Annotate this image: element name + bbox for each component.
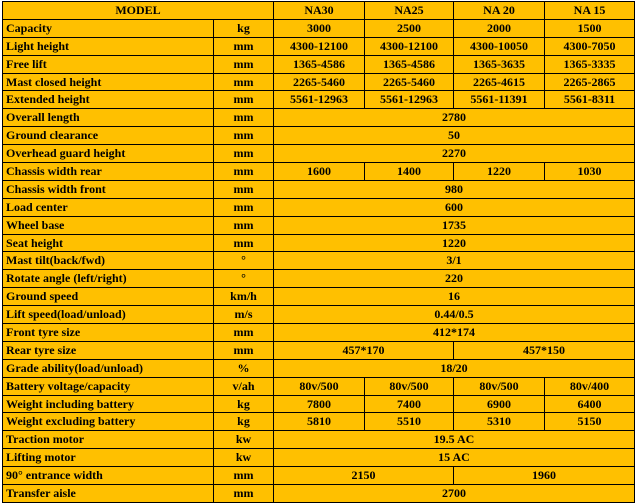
- value-cell: 50: [274, 127, 635, 145]
- row-label: Extended height: [3, 91, 214, 109]
- value-cell: 6400: [545, 395, 635, 413]
- value-cell: 2700: [274, 485, 635, 503]
- row-label: Grade ability(load/unload): [3, 359, 214, 377]
- value-cell: 4300-7050: [545, 37, 635, 55]
- table-row: [3, 395, 635, 413]
- value-cell: 15 AC: [274, 449, 635, 467]
- unit-cell: %: [214, 359, 274, 377]
- table-row: [3, 180, 635, 198]
- table-row: [3, 91, 635, 109]
- unit-cell: mm: [214, 216, 274, 234]
- value-cell: 2270: [274, 145, 635, 163]
- spec-table-container: [2, 1, 635, 503]
- table-row: [3, 234, 635, 252]
- value-cell: 5150: [545, 413, 635, 431]
- unit-cell: mm: [214, 163, 274, 181]
- table-row: [3, 431, 635, 449]
- value-cell: 457*170: [274, 341, 454, 359]
- value-cell: 7400: [365, 395, 454, 413]
- unit-cell: mm: [214, 73, 274, 91]
- value-cell: 4300-10050: [454, 37, 545, 55]
- value-cell: 80v/400: [545, 377, 635, 395]
- table-header-row: [3, 2, 635, 20]
- value-cell: 18/20: [274, 359, 635, 377]
- value-cell: 1365-3635: [454, 55, 545, 73]
- value-cell: 2780: [274, 109, 635, 127]
- table-row: [3, 198, 635, 216]
- row-label: Traction motor: [3, 431, 214, 449]
- unit-cell: mm: [214, 341, 274, 359]
- unit-cell: mm: [214, 324, 274, 342]
- table-row: [3, 73, 635, 91]
- table-row: [3, 377, 635, 395]
- value-cell: 5510: [365, 413, 454, 431]
- row-label: Load center: [3, 198, 214, 216]
- row-label: Overall length: [3, 109, 214, 127]
- row-label: Battery voltage/capacity: [3, 377, 214, 395]
- value-cell: 2265-4615: [454, 73, 545, 91]
- unit-cell: mm: [214, 485, 274, 503]
- unit-cell: °: [214, 252, 274, 270]
- value-cell: 2265-5460: [365, 73, 454, 91]
- value-cell: 1400: [365, 163, 454, 181]
- value-cell: 3/1: [274, 252, 635, 270]
- value-cell: 457*150: [454, 341, 635, 359]
- table-row: [3, 485, 635, 503]
- row-label: Free lift: [3, 55, 214, 73]
- table-row: [3, 37, 635, 55]
- value-cell: 980: [274, 180, 635, 198]
- table-row: [3, 413, 635, 431]
- row-label: 90° entrance width: [3, 467, 214, 485]
- row-label: Mast tilt(back/fwd): [3, 252, 214, 270]
- table-row: [3, 288, 635, 306]
- value-cell: 7800: [274, 395, 365, 413]
- row-label: Seat height: [3, 234, 214, 252]
- value-cell: 3000: [274, 19, 365, 37]
- row-label: Rear tyre size: [3, 341, 214, 359]
- value-cell: 1960: [454, 467, 635, 485]
- value-cell: 600: [274, 198, 635, 216]
- row-label: Weight including battery: [3, 395, 214, 413]
- value-cell: 80v/500: [274, 377, 365, 395]
- value-cell: 5310: [454, 413, 545, 431]
- unit-cell: kw: [214, 431, 274, 449]
- model-name-cell: NA 20: [454, 2, 545, 20]
- row-label: Transfer aisle: [3, 485, 214, 503]
- row-label: Wheel base: [3, 216, 214, 234]
- unit-cell: mm: [214, 234, 274, 252]
- unit-cell: mm: [214, 55, 274, 73]
- unit-cell: mm: [214, 198, 274, 216]
- value-cell: 1365-4586: [365, 55, 454, 73]
- unit-cell: mm: [214, 180, 274, 198]
- value-cell: 5561-8311: [545, 91, 635, 109]
- value-cell: 1735: [274, 216, 635, 234]
- value-cell: 0.44/0.5: [274, 306, 635, 324]
- row-label: Front tyre size: [3, 324, 214, 342]
- value-cell: 1365-3335: [545, 55, 635, 73]
- value-cell: 2000: [454, 19, 545, 37]
- row-label: Overhead guard height: [3, 145, 214, 163]
- value-cell: 2265-2865: [545, 73, 635, 91]
- unit-cell: mm: [214, 109, 274, 127]
- value-cell: 4300-12100: [274, 37, 365, 55]
- unit-cell: °: [214, 270, 274, 288]
- value-cell: 5561-12963: [365, 91, 454, 109]
- value-cell: 2150: [274, 467, 454, 485]
- model-name-cell: NA30: [274, 2, 365, 20]
- value-cell: 1500: [545, 19, 635, 37]
- table-row: [3, 270, 635, 288]
- unit-cell: kg: [214, 395, 274, 413]
- row-label: Chassis width front: [3, 180, 214, 198]
- unit-cell: mm: [214, 127, 274, 145]
- value-cell: 4300-12100: [365, 37, 454, 55]
- table-row: [3, 359, 635, 377]
- value-cell: 1220: [454, 163, 545, 181]
- table-row: [3, 467, 635, 485]
- row-label: Rotate angle (left/right): [3, 270, 214, 288]
- unit-cell: km/h: [214, 288, 274, 306]
- row-label: Ground clearance: [3, 127, 214, 145]
- unit-cell: mm: [214, 145, 274, 163]
- row-label: Weight excluding battery: [3, 413, 214, 431]
- table-row: [3, 449, 635, 467]
- spec-table: [2, 1, 635, 503]
- table-row: [3, 127, 635, 145]
- unit-cell: kg: [214, 19, 274, 37]
- value-cell: 6900: [454, 395, 545, 413]
- value-cell: 19.5 AC: [274, 431, 635, 449]
- value-cell: 2500: [365, 19, 454, 37]
- value-cell: 80v/500: [365, 377, 454, 395]
- unit-cell: mm: [214, 37, 274, 55]
- table-row: [3, 306, 635, 324]
- unit-cell: m/s: [214, 306, 274, 324]
- value-cell: 5810: [274, 413, 365, 431]
- value-cell: 1600: [274, 163, 365, 181]
- unit-cell: v/ah: [214, 377, 274, 395]
- value-cell: 5561-11391: [454, 91, 545, 109]
- row-label: Mast closed height: [3, 73, 214, 91]
- table-row: [3, 252, 635, 270]
- table-row: [3, 109, 635, 127]
- table-row: [3, 163, 635, 181]
- table-row: [3, 216, 635, 234]
- table-row: [3, 324, 635, 342]
- row-label: Chassis width rear: [3, 163, 214, 181]
- unit-cell: kw: [214, 449, 274, 467]
- row-label: Lift speed(load/unload): [3, 306, 214, 324]
- value-cell: 80v/500: [454, 377, 545, 395]
- unit-cell: mm: [214, 91, 274, 109]
- unit-cell: kg: [214, 413, 274, 431]
- value-cell: 2265-5460: [274, 73, 365, 91]
- table-row: [3, 19, 635, 37]
- model-name-cell: NA25: [365, 2, 454, 20]
- value-cell: 5561-12963: [274, 91, 365, 109]
- value-cell: 16: [274, 288, 635, 306]
- row-label: Capacity: [3, 19, 214, 37]
- row-label: Lifting motor: [3, 449, 214, 467]
- value-cell: 220: [274, 270, 635, 288]
- row-label: Ground speed: [3, 288, 214, 306]
- unit-cell: mm: [214, 467, 274, 485]
- value-cell: 412*174: [274, 324, 635, 342]
- table-row: [3, 55, 635, 73]
- value-cell: 1220: [274, 234, 635, 252]
- value-cell: 1365-4586: [274, 55, 365, 73]
- model-header-cell: MODEL: [3, 2, 274, 20]
- table-row: [3, 145, 635, 163]
- model-name-cell: NA 15: [545, 2, 635, 20]
- value-cell: 1030: [545, 163, 635, 181]
- table-row: [3, 341, 635, 359]
- row-label: Light height: [3, 37, 214, 55]
